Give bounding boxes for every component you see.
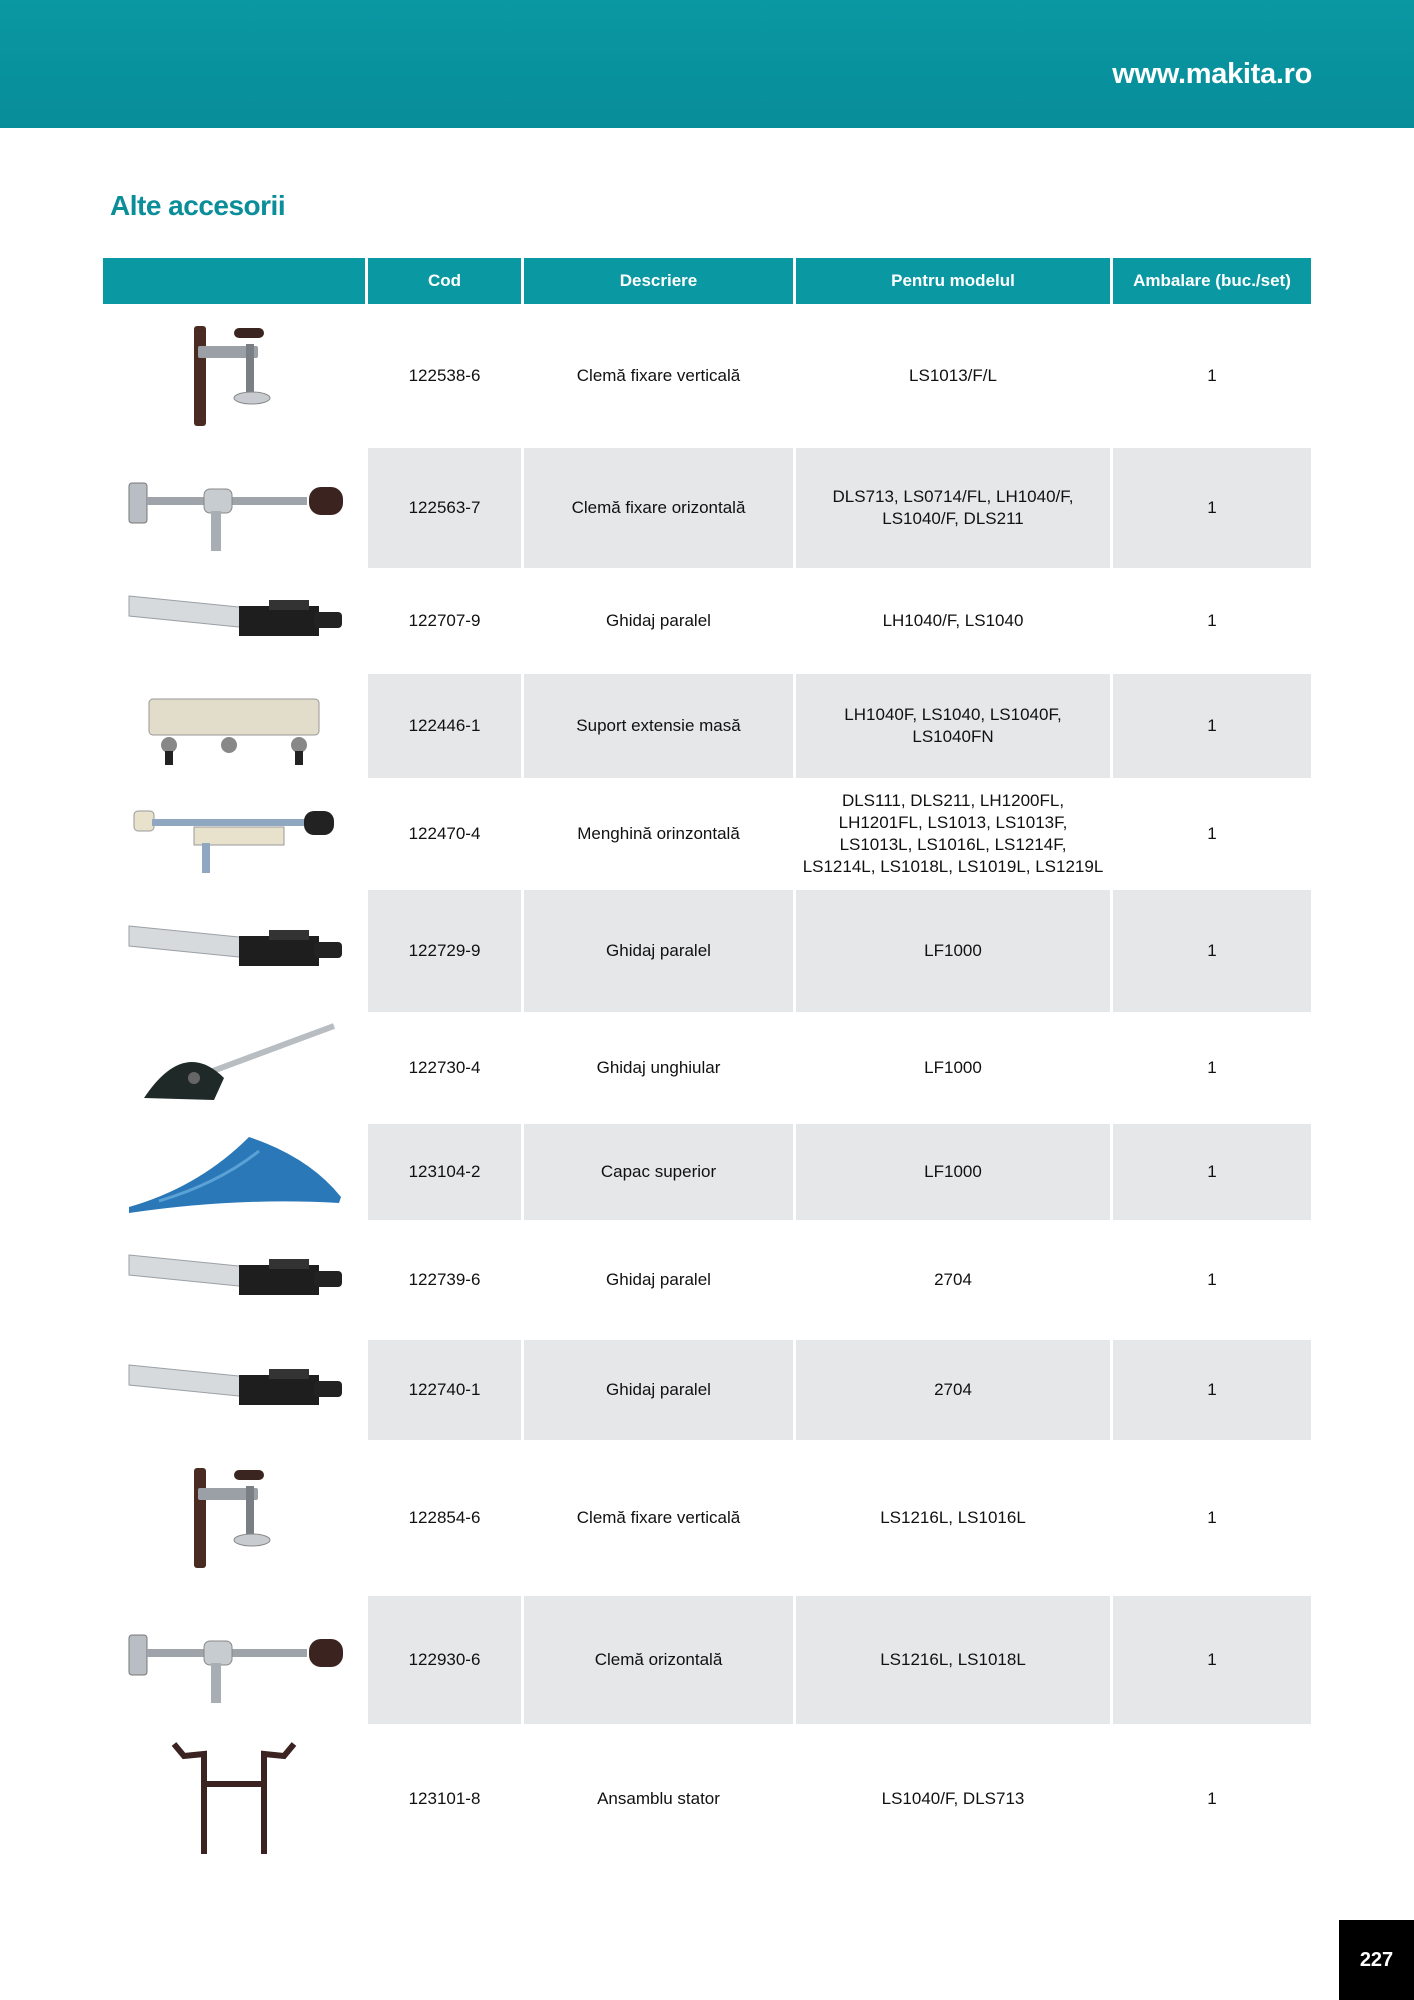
packaging-qty: 1 [1110, 1012, 1311, 1124]
model-line: DLS111, DLS211, LH1200FL, [841, 791, 1065, 810]
product-description: Ghidaj paralel [521, 890, 793, 1012]
col-header-code: Cod [365, 258, 521, 304]
site-url[interactable]: www.makita.ro [1112, 58, 1312, 90]
accessories-table-wrap [103, 258, 1311, 1874]
product-description: Clemă fixare verticală [521, 304, 793, 448]
product-description: Suport extensie masă [521, 674, 793, 778]
packaging-qty: 1 [1110, 1440, 1311, 1596]
model-line: DLS713, LS0714/FL, LH1040/F, [832, 487, 1074, 506]
table-row [103, 1124, 1311, 1220]
product-image-cell [103, 890, 365, 1012]
model-line: 2704 [934, 1270, 972, 1289]
product-image-cell [103, 778, 365, 890]
horizontal-clamp-icon [103, 1605, 365, 1715]
model-line: LS1216L, LS1016L [880, 1508, 1026, 1527]
model-line: LS1214L, LS1018L, LS1019L, LS1219L [802, 857, 1104, 876]
model-line: LS1013L, LS1016L, LS1214F, [839, 835, 1067, 854]
model-line: LS1040/F, DLS211 [882, 509, 1024, 528]
miter-guide-icon [103, 1018, 365, 1118]
model-line: LS1013/F/L [909, 366, 997, 385]
product-image-cell [103, 448, 365, 568]
product-image-cell [103, 1012, 365, 1124]
compatible-models [793, 1724, 1110, 1874]
stator-assembly-icon [103, 1734, 365, 1864]
header-bar [0, 0, 1414, 128]
model-line: LF1000 [924, 1162, 982, 1181]
packaging-qty: 1 [1110, 1596, 1311, 1724]
product-image-cell [103, 568, 365, 674]
product-code: 122854-6 [365, 1440, 521, 1596]
product-description: Ghidaj unghiular [521, 1012, 793, 1124]
table-body [103, 304, 1311, 1874]
model-line: LH1201FL, LS1013, LS1013F, [838, 813, 1068, 832]
table-row [103, 448, 1311, 568]
product-description: Clemă orizontală [521, 1596, 793, 1724]
product-image-cell [103, 1220, 365, 1340]
product-description: Ghidaj paralel [521, 568, 793, 674]
table-row [103, 568, 1311, 674]
compatible-models [793, 1220, 1110, 1340]
packaging-qty: 1 [1110, 1124, 1311, 1220]
product-image-cell [103, 674, 365, 778]
compatible-models [793, 304, 1110, 448]
packaging-qty: 1 [1110, 674, 1311, 778]
table-row [103, 674, 1311, 778]
packaging-qty: 1 [1110, 890, 1311, 1012]
product-image-cell [103, 1340, 365, 1440]
product-code: 123104-2 [365, 1124, 521, 1220]
page-number: 227 [1339, 1920, 1414, 2000]
product-description: Ansamblu stator [521, 1724, 793, 1874]
packaging-qty: 1 [1110, 1340, 1311, 1440]
product-code: 123101-8 [365, 1724, 521, 1874]
product-code: 122729-9 [365, 890, 521, 1012]
compatible-models [793, 778, 1110, 890]
product-description: Menghină orinzontală [521, 778, 793, 890]
compatible-models [793, 1124, 1110, 1220]
product-image-cell [103, 1596, 365, 1724]
col-header-image [103, 258, 365, 304]
model-line: LH1040/F, LS1040 [882, 611, 1024, 630]
packaging-qty: 1 [1110, 1220, 1311, 1340]
model-line: LH1040F, LS1040, LS1040F, [844, 705, 1062, 724]
product-code: 122707-9 [365, 568, 521, 674]
packaging-qty: 1 [1110, 1724, 1311, 1874]
product-code: 122446-1 [365, 674, 521, 778]
product-description: Ghidaj paralel [521, 1220, 793, 1340]
parallel-guide-icon [103, 906, 365, 996]
compatible-models [793, 1340, 1110, 1440]
table-extension-support-icon [103, 681, 365, 771]
table-row [103, 1724, 1311, 1874]
table-row [103, 1012, 1311, 1124]
table-row [103, 1340, 1311, 1440]
product-code: 122470-4 [365, 778, 521, 890]
horizontal-vise-icon [103, 789, 365, 879]
model-line: LF1000 [924, 941, 982, 960]
packaging-qty: 1 [1110, 778, 1311, 890]
blade-cover-icon [103, 1127, 365, 1217]
product-image-cell [103, 1440, 365, 1596]
table-header-row [103, 258, 1311, 304]
product-description: Clemă fixare verticală [521, 1440, 793, 1596]
packaging-qty: 1 [1110, 304, 1311, 448]
col-header-models: Pentru modelul [793, 258, 1110, 304]
packaging-qty: 1 [1110, 448, 1311, 568]
compatible-models [793, 1596, 1110, 1724]
parallel-guide-icon [103, 576, 365, 666]
col-header-description: Descriere [521, 258, 793, 304]
packaging-qty: 1 [1110, 568, 1311, 674]
compatible-models [793, 448, 1110, 568]
section-title: Alte accesorii [110, 190, 286, 221]
product-description: Capac superior [521, 1124, 793, 1220]
vertical-clamp-icon [103, 1458, 365, 1578]
horizontal-clamp-icon [103, 453, 365, 563]
product-code: 122930-6 [365, 1596, 521, 1724]
compatible-models [793, 674, 1110, 778]
product-description: Clemă fixare orizontală [521, 448, 793, 568]
product-description: Ghidaj paralel [521, 1340, 793, 1440]
table-row [103, 890, 1311, 1012]
product-image-cell [103, 1124, 365, 1220]
table-row [103, 304, 1311, 448]
model-line: LS1040FN [912, 727, 994, 746]
compatible-models [793, 568, 1110, 674]
model-line: LF1000 [924, 1058, 982, 1077]
table-row [103, 1596, 1311, 1724]
product-image-cell [103, 304, 365, 448]
parallel-guide-icon [103, 1235, 365, 1325]
table-row [103, 778, 1311, 890]
model-line: LS1216L, LS1018L [880, 1650, 1026, 1669]
product-code: 122538-6 [365, 304, 521, 448]
product-code: 122740-1 [365, 1340, 521, 1440]
table-row [103, 1220, 1311, 1340]
model-line: LS1040/F, DLS713 [881, 1789, 1025, 1808]
col-header-packaging: Ambalare (buc./set) [1110, 258, 1311, 304]
parallel-guide-icon [103, 1345, 365, 1435]
product-code: 122739-6 [365, 1220, 521, 1340]
product-image-cell [103, 1724, 365, 1874]
compatible-models [793, 1440, 1110, 1596]
compatible-models [793, 890, 1110, 1012]
compatible-models [793, 1012, 1110, 1124]
accessories-table [103, 258, 1311, 1874]
product-code: 122563-7 [365, 448, 521, 568]
table-row [103, 1440, 1311, 1596]
vertical-clamp-icon [103, 316, 365, 436]
product-code: 122730-4 [365, 1012, 521, 1124]
model-line: 2704 [934, 1380, 972, 1399]
